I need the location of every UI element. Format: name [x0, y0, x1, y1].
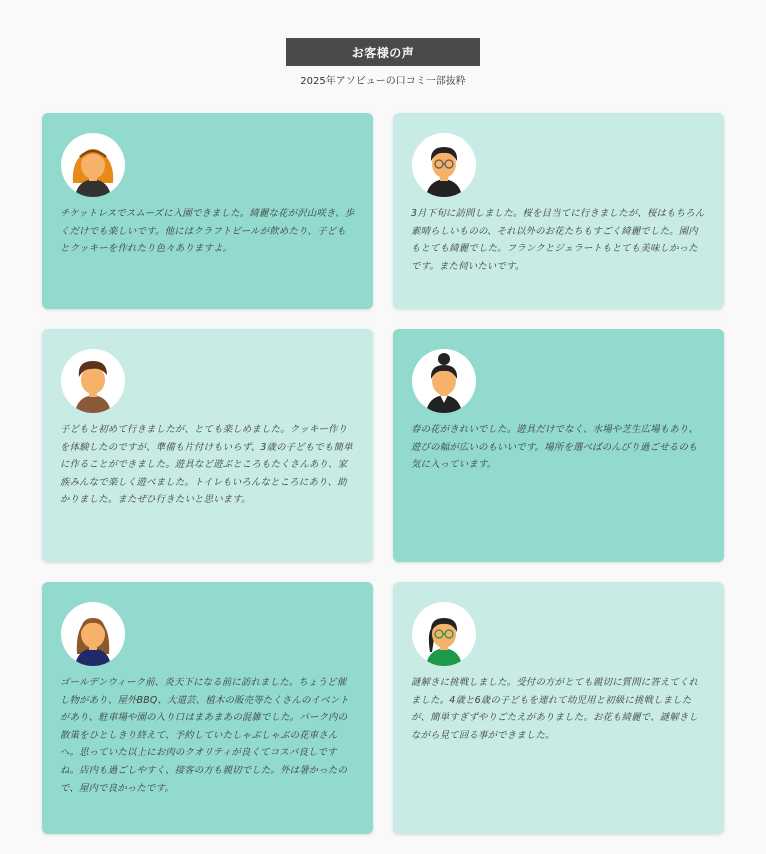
woman-orange-hair-avatar-icon	[61, 133, 125, 197]
woman-glasses-avatar-icon	[412, 602, 476, 666]
testimonial-text: 春の花がきれいでした。遊具だけでなく、水場や芝生広場もあり、遊びの幅が広いのもいいです。場所を選べばのんびり過ごせるのも気に入っています。	[411, 424, 699, 471]
testimonial-text: ゴールデンウィーク前、炎天下になる前に訪れました。ちょうど催し物があり、屋外BBQ、大道芸、植木の販売等たくさんのイベントがあり、駐車場や園の入り口はまあまあの混雑でした。パーク内の散策をひとしきり終えて、予約していたしゃぶしゃぶの花車さんへ。思っていた以上にお肉のクオリティが良くてコスパ良しですね。店内も過ごしやすく、接客の方も親切でした。外は暑かったので、屋内で良かったです。	[60, 677, 349, 794]
testimonial-text: 3月下旬に訪問しました。桜を目当てに行きましたが、桜はもちろん素晴らしいものの、それ以外のお花たちもすごく綺麗でした。園内もとても綺麗でした。フランクとジェラートもとても美味しかったです。また伺いたいです。	[411, 208, 705, 272]
testimonial-card	[42, 113, 373, 309]
woman-bun-hair-avatar-icon	[412, 349, 476, 413]
testimonial-text: 子どもと初めて行きましたが、とても楽しめました。クッキー作りを体験したのですが、準備も片付けもいらず、3歳の子どもでも簡単に作ることができました。遊具など遊ぶところもたくさんあり、家族みんなで楽しく遊べました。トイレもいろんなところにあり、助かりました。またぜひ行きたいと思います。	[60, 424, 353, 506]
section-title: お客様の声	[286, 38, 480, 66]
testimonial-card	[42, 582, 373, 834]
man-glasses-avatar-icon	[412, 133, 476, 197]
man-brown-hair-avatar-icon	[61, 349, 125, 413]
woman-brown-hair-avatar-icon	[61, 602, 125, 666]
testimonial-card	[42, 329, 373, 562]
testimonial-text: チケットレスでスムーズに入園できました。綺麗な花が沢山咲き、歩くだけでも楽しいです。他にはクラフトビールが飲めたり、子どもとクッキーを作れたり色々ありますよ。	[60, 208, 355, 255]
testimonial-text: 謎解きに挑戦しました。受付の方がとても親切に質問に答えてくれました。4歳と6歳の子どもを連れて幼児用と初級に挑戦しましたが、簡単すぎずやりごたえがありました。お花も綺麗で、謎解きしながら見て回る事ができました。	[411, 677, 699, 741]
section-subtitle: 2025年アソビューの口コミ一部抜粋	[300, 76, 466, 87]
testimonial-card	[393, 329, 724, 562]
testimonial-card	[393, 582, 724, 834]
testimonial-card	[393, 113, 724, 309]
